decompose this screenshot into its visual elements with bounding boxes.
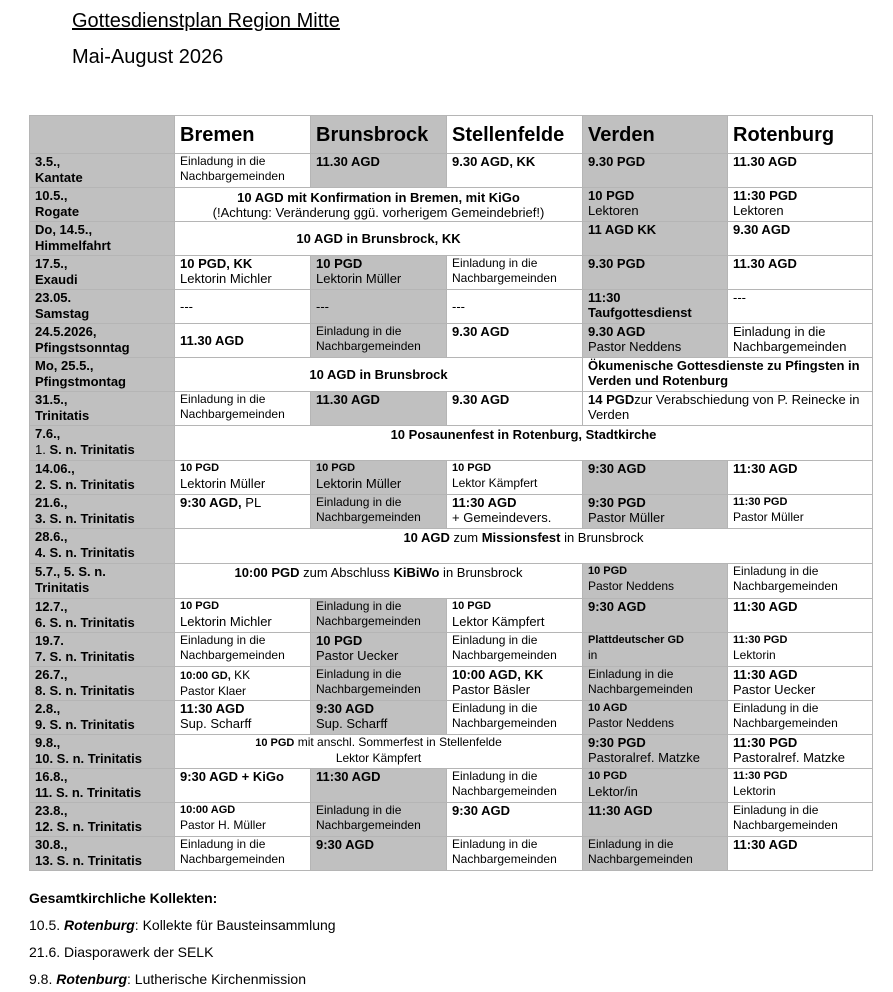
cell-merged: 10 AGD in Brunsbrock, KK bbox=[175, 222, 583, 256]
cell-bremen: 9:30 AGD + KiGo bbox=[175, 769, 311, 803]
cell-stellenfelde: Einladung in die Nachbargemeinden bbox=[447, 633, 583, 667]
cell-brunsbrock: Einladung in die Nachbargemeinden bbox=[311, 667, 447, 701]
cell-verden: 10 PGD Pastor Neddens bbox=[583, 564, 728, 599]
cell-bremen: 9:30 AGD, PL bbox=[175, 495, 311, 529]
cell-brunsbrock: 11.30 AGD bbox=[311, 154, 447, 188]
date-cell: 2.8., 9. S. n. Trinitatis bbox=[30, 701, 175, 735]
cell-brunsbrock: --- bbox=[311, 290, 447, 324]
cell-bremen: 10 PGD Lektorin Michler bbox=[175, 599, 311, 633]
cell-rotenburg: 11.30 AGD bbox=[728, 256, 873, 290]
header-brunsbrock: Brunsbrock bbox=[311, 116, 447, 154]
cell-merged: 10 AGD in Brunsbrock bbox=[175, 358, 583, 392]
cell-verden: 10 PGD Lektor/in bbox=[583, 769, 728, 803]
date-cell: 12.7., 6. S. n. Trinitatis bbox=[30, 599, 175, 633]
cell-verden: 9.30 PGD bbox=[583, 256, 728, 290]
cell-rotenburg: 11:30 AGD Pastor Uecker bbox=[728, 667, 873, 701]
date-cell: 30.8., 13. S. n. Trinitatis bbox=[30, 837, 175, 871]
cell-brunsbrock: 9:30 AGD bbox=[311, 837, 447, 871]
cell-bremen: 11:30 AGD Sup. Scharff bbox=[175, 701, 311, 735]
collections-heading: Gesamtkirchliche Kollekten: bbox=[29, 890, 218, 906]
cell-rotenburg: 11:30 PGD Lektorin bbox=[728, 633, 873, 667]
cell-rotenburg: 11:30 PGD Lektoren bbox=[728, 188, 873, 222]
cell-verden: Einladung in die Nachbargemeinden bbox=[583, 667, 728, 701]
table-row bbox=[30, 495, 873, 529]
header-row bbox=[30, 116, 873, 154]
date-cell: Mo, 25.5., Pfingstmontag bbox=[30, 358, 175, 392]
cell-merged: 10 AGD mit Konfirmation in Bremen, mit KiGo (!Achtung: Veränderung ggü. vorherigem Gemeindebrief!) bbox=[175, 188, 583, 222]
date-cell: 19.7. 7. S. n. Trinitatis bbox=[30, 633, 175, 667]
date-cell: 23.8., 12. S. n. Trinitatis bbox=[30, 803, 175, 837]
date-cell: 14.06., 2. S. n. Trinitatis bbox=[30, 461, 175, 495]
date-cell: 5.7., 5. S. n. Trinitatis bbox=[30, 564, 175, 599]
collection-line: 21.6. Diasporawerk der SELK bbox=[29, 944, 214, 960]
table-row bbox=[30, 529, 873, 564]
cell-rotenburg: 11:30 PGD Pastoralref. Matzke bbox=[728, 735, 873, 769]
cell-stellenfelde: 11:30 AGD + Gemeindevers. bbox=[447, 495, 583, 529]
table-row bbox=[30, 803, 873, 837]
cell-verden: 11:30 Taufgottesdienst bbox=[583, 290, 728, 324]
date-cell: 21.6., 3. S. n. Trinitatis bbox=[30, 495, 175, 529]
table-row bbox=[30, 426, 873, 461]
date-cell: 10.5., Rogate bbox=[30, 188, 175, 222]
cell-merged: 10 AGD zum Missionsfest in Brunsbrock bbox=[175, 529, 873, 564]
date-cell: 23.05. Samstag bbox=[30, 290, 175, 324]
cell-brunsbrock: 11.30 AGD bbox=[311, 392, 447, 426]
cell-stellenfelde: 9.30 AGD bbox=[447, 392, 583, 426]
cell-bremen: Einladung in die Nachbargemeinden bbox=[175, 392, 311, 426]
cell-rotenburg: 11:30 AGD bbox=[728, 837, 873, 871]
cell-rotenburg: Einladung in die Nachbargemeinden bbox=[728, 701, 873, 735]
cell-verden: 9:30 AGD bbox=[583, 461, 728, 495]
table-row bbox=[30, 188, 873, 222]
cell-brunsbrock: 10 PGD Lektorin Müller bbox=[311, 256, 447, 290]
cell-merged: 10 Posaunenfest in Rotenburg, Stadtkirche bbox=[175, 426, 873, 461]
table-row bbox=[30, 392, 873, 426]
cell-bremen: 10:00 GD, KK Pastor Klaer bbox=[175, 667, 311, 701]
table-row bbox=[30, 154, 873, 188]
date-cell: Do, 14.5., Himmelfahrt bbox=[30, 222, 175, 256]
table-row bbox=[30, 735, 873, 769]
cell-bremen: 10 PGD Lektorin Müller bbox=[175, 461, 311, 495]
cell-stellenfelde: 10 PGD Lektor Kämpfert bbox=[447, 461, 583, 495]
date-cell: 17.5., Exaudi bbox=[30, 256, 175, 290]
cell-brunsbrock: Einladung in die Nachbargemeinden bbox=[311, 599, 447, 633]
cell-verden: 11:30 AGD bbox=[583, 803, 728, 837]
page-subtitle: Mai-August 2026 bbox=[72, 46, 224, 68]
table-row bbox=[30, 461, 873, 495]
page-title: Gottesdienstplan Region Mitte bbox=[72, 10, 340, 32]
cell-brunsbrock: 10 PGD Lektorin Müller bbox=[311, 461, 447, 495]
cell-verden: 9:30 AGD bbox=[583, 599, 728, 633]
cell-brunsbrock: Einladung in die Nachbargemeinden bbox=[311, 803, 447, 837]
table-row bbox=[30, 290, 873, 324]
cell-brunsbrock: 9:30 AGD Sup. Scharff bbox=[311, 701, 447, 735]
header-bremen: Bremen bbox=[175, 116, 311, 154]
date-cell: 24.5.2026, Pfingstsonntag bbox=[30, 324, 175, 358]
cell-merged: 10:00 PGD zum Abschluss KiBiWo in Brunsbrock bbox=[175, 564, 583, 599]
cell-verden: 9.30 PGD bbox=[583, 154, 728, 188]
header-verden: Verden bbox=[583, 116, 728, 154]
cell-verden: 11 AGD KK bbox=[583, 222, 728, 256]
cell-bremen: 10 PGD, KK Lektorin Michler bbox=[175, 256, 311, 290]
cell-stellenfelde: Einladung in die Nachbargemeinden bbox=[447, 701, 583, 735]
table-row bbox=[30, 599, 873, 633]
cell-rotenburg: Einladung in die Nachbargemeinden bbox=[728, 564, 873, 599]
cell-bremen: Einladung in die Nachbargemeinden bbox=[175, 154, 311, 188]
table-row bbox=[30, 324, 873, 358]
table-row bbox=[30, 769, 873, 803]
cell-verden-rotenburg: Ökumenische Gottesdienste zu Pfingsten in Verden und Rotenburg bbox=[583, 358, 873, 392]
cell-stellenfelde: Einladung in die Nachbargemeinden bbox=[447, 837, 583, 871]
cell-rotenburg: 11:30 PGD Pastor Müller bbox=[728, 495, 873, 529]
cell-stellenfelde: 9.30 AGD, KK bbox=[447, 154, 583, 188]
cell-bremen: 11.30 AGD bbox=[175, 324, 311, 358]
cell-rotenburg: --- bbox=[728, 290, 873, 324]
cell-brunsbrock: 10 PGD Pastor Uecker bbox=[311, 633, 447, 667]
cell-rotenburg: 11:30 AGD bbox=[728, 461, 873, 495]
cell-verden: 10 AGD Pastor Neddens bbox=[583, 701, 728, 735]
cell-verden: 9.30 AGD Pastor Neddens bbox=[583, 324, 728, 358]
cell-bremen: --- bbox=[175, 290, 311, 324]
date-cell: 26.7., 8. S. n. Trinitatis bbox=[30, 667, 175, 701]
header-rotenburg: Rotenburg bbox=[728, 116, 873, 154]
cell-stellenfelde: 9:30 AGD bbox=[447, 803, 583, 837]
table-row bbox=[30, 222, 873, 256]
cell-bremen: 10:00 AGD Pastor H. Müller bbox=[175, 803, 311, 837]
cell-rotenburg: 11.30 AGD bbox=[728, 154, 873, 188]
date-cell: 16.8., 11. S. n. Trinitatis bbox=[30, 769, 175, 803]
cell-verden: 9:30 PGD Pastor Müller bbox=[583, 495, 728, 529]
cell-stellenfelde: Einladung in die Nachbargemeinden bbox=[447, 769, 583, 803]
cell-stellenfelde: 9.30 AGD bbox=[447, 324, 583, 358]
table-row bbox=[30, 701, 873, 735]
cell-merged: 10 PGD mit anschl. Sommerfest in Stellenfelde Lektor Kämpfert bbox=[175, 735, 583, 769]
cell-stellenfelde: Einladung in die Nachbargemeinden bbox=[447, 256, 583, 290]
cell-verden: Plattdeutscher GD in bbox=[583, 633, 728, 667]
date-cell: 3.5., Kantate bbox=[30, 154, 175, 188]
date-cell: 9.8., 10. S. n. Trinitatis bbox=[30, 735, 175, 769]
date-cell: 7.6., 1. S. n. Trinitatis bbox=[30, 426, 175, 461]
cell-rotenburg: 11:30 PGD Lektorin bbox=[728, 769, 873, 803]
cell-bremen: Einladung in die Nachbargemeinden bbox=[175, 633, 311, 667]
date-cell: 28.6., 4. S. n. Trinitatis bbox=[30, 529, 175, 564]
table-row bbox=[30, 837, 873, 871]
collection-line: 10.5. Rotenburg: Kollekte für Bausteinsammlung bbox=[29, 917, 336, 933]
cell-brunsbrock: 11:30 AGD bbox=[311, 769, 447, 803]
cell-stellenfelde: 10 PGD Lektor Kämpfert bbox=[447, 599, 583, 633]
date-cell: 31.5., Trinitatis bbox=[30, 392, 175, 426]
cell-verden-rotenburg: 14 PGDzur Verabschiedung von P. Reinecke in Verden bbox=[583, 392, 873, 426]
table-row bbox=[30, 633, 873, 667]
cell-verden: 9:30 PGD Pastoralref. Matzke bbox=[583, 735, 728, 769]
cell-bremen: Einladung in die Nachbargemeinden bbox=[175, 837, 311, 871]
table-row bbox=[30, 256, 873, 290]
cell-rotenburg: Einladung in die Nachbargemeinden bbox=[728, 803, 873, 837]
cell-stellenfelde: 10:00 AGD, KK Pastor Bäsler bbox=[447, 667, 583, 701]
cell-rotenburg: Einladung in die Nachbargemeinden bbox=[728, 324, 873, 358]
cell-verden: 10 PGD Lektoren bbox=[583, 188, 728, 222]
collection-line: 9.8. Rotenburg: Lutherische Kirchenmission bbox=[29, 971, 306, 987]
header-stellenfelde: Stellenfelde bbox=[447, 116, 583, 154]
schedule-table bbox=[29, 115, 873, 871]
cell-rotenburg: 11:30 AGD bbox=[728, 599, 873, 633]
cell-brunsbrock: Einladung in die Nachbargemeinden bbox=[311, 495, 447, 529]
cell-brunsbrock: Einladung in die Nachbargemeinden bbox=[311, 324, 447, 358]
header-corner bbox=[30, 116, 175, 154]
cell-rotenburg: 9.30 AGD bbox=[728, 222, 873, 256]
table-row bbox=[30, 358, 873, 392]
table-row bbox=[30, 564, 873, 599]
cell-verden: Einladung in die Nachbargemeinden bbox=[583, 837, 728, 871]
cell-stellenfelde: --- bbox=[447, 290, 583, 324]
table-row bbox=[30, 667, 873, 701]
